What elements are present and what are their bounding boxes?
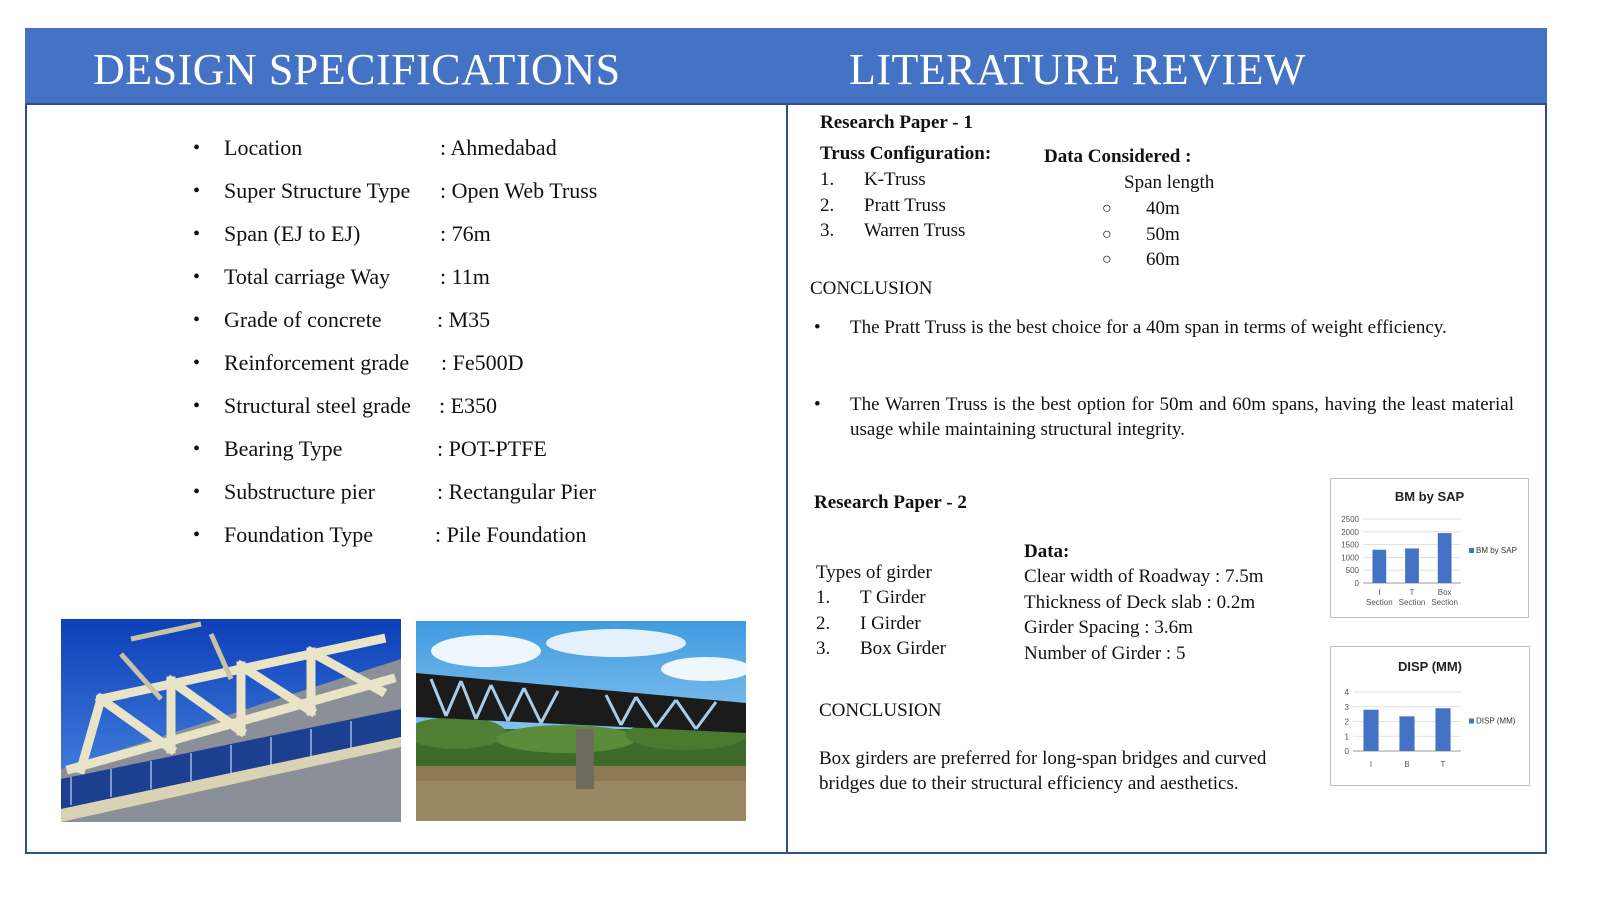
girder-data-item: Number of Girder : 5 [1024,642,1186,664]
bm-by-sap-chart [1330,478,1529,618]
legend-label: DISP (MM) [1476,716,1516,726]
girder-item-number: 1. [816,587,831,608]
spec-bullet: • [193,352,201,374]
spec-bullet: • [193,438,201,460]
truss-item-text: Pratt Truss [864,194,946,216]
spec-value: : Pile Foundation [435,522,587,547]
spec-label: Bearing Type [224,436,343,461]
header-bar [25,28,1547,105]
y-tick-label: 2000 [1341,527,1359,537]
bar [1399,716,1414,751]
girder-item-number: 3. [816,638,831,659]
bar [1435,708,1450,751]
girder-item-text: I Girder [860,612,921,634]
truss-item-number: 1. [820,169,835,190]
span-value: 60m [1146,249,1180,270]
conclusion-2-text: Box girders are preferred for long-span bridges and curved bridges due to their structural efficiency and aesthetics. [819,748,1267,794]
y-tick-label: 1000 [1341,553,1359,563]
x-tick-label: B [1404,760,1410,769]
spec-value: : 76m [440,221,491,246]
spec-bullet: • [193,524,201,546]
x-tick-label: Section [1431,598,1459,607]
spec-label: Substructure pier [224,479,375,504]
spec-item [193,171,753,214]
y-tick-label: 4 [1344,688,1349,697]
spec-bullet: • [193,266,201,288]
girder-data-item: Clear width of Roadway : 7.5m [1024,566,1264,587]
girder-item-number: 2. [816,612,831,634]
spec-bullet: • [193,395,201,417]
spec-item [193,386,753,429]
spec-item [193,300,753,343]
spec-value: : Rectangular Pier [437,479,596,504]
x-tick-label: T [1409,588,1415,597]
conclusion-1-heading: CONCLUSION [810,278,933,299]
disp-chart [1330,646,1530,786]
truss-bridge-photo [61,619,401,822]
spec-bullet: • [193,137,201,159]
spec-item [193,429,753,472]
girder-item-text: Box Girder [860,638,947,659]
girder-data-item: Girder Spacing : 3.6m [1024,617,1193,638]
spec-value: : POT-PTFE [437,436,547,461]
y-tick-label: 2 [1344,717,1349,727]
research-paper-1-title: Research Paper - 1 [820,112,973,133]
spec-value: : 11m [440,264,490,289]
spec-value: : M35 [437,307,491,332]
x-tick-label: I [1378,588,1381,597]
spec-item [193,515,753,558]
spec-list [193,128,753,558]
spec-item [193,214,753,257]
disp-chart-title: DISP (MM) [1397,659,1463,674]
spec-bullet: • [193,180,201,202]
literature-review-title: LITERATURE REVIEW [849,45,1306,94]
spec-item [193,472,753,515]
spec-item [193,257,753,300]
spec-item [193,128,753,171]
span-bullet: ○ [1102,251,1112,268]
design-specifications-title: DESIGN SPECIFICATIONS [93,45,621,94]
spec-value: : E350 [439,393,498,418]
y-tick-label: 1500 [1341,540,1359,550]
spec-label: Location [224,135,303,160]
conclusion-1-bullet-1: • [814,317,821,338]
truss-item-number: 2. [820,194,835,216]
conclusion-1-text-2: The Warren Truss is the best option for 50m and 60m spans, having the least material usage while maintaining structural integrity. [850,394,1514,440]
x-tick-label: Section [1365,598,1393,607]
spec-label: Span (EJ to EJ) [224,221,361,246]
x-tick-label: Box [1437,588,1452,597]
spec-item [193,343,753,386]
river-bridge-photo [416,621,746,821]
truss-item-number: 3. [820,220,835,241]
legend-label: BM by SAP [1476,546,1517,555]
bar [1372,550,1386,583]
y-tick-label: 1 [1344,732,1349,742]
spec-bullet: • [193,309,201,331]
conclusion-1-bullet-2: • [814,394,821,415]
y-tick-label: 2500 [1341,515,1359,524]
truss-configuration-heading: Truss Configuration: [820,143,992,164]
spec-bullet: • [193,223,201,245]
conclusion-2-heading: CONCLUSION [819,700,942,721]
bar [1405,548,1419,583]
column-divider [786,105,788,854]
truss-item-text: Warren Truss [864,220,966,241]
spec-value: : Open Web Truss [440,178,598,203]
data-considered-heading: Data Considered : [1044,146,1192,167]
spec-label: Total carriage Way [224,264,391,289]
y-tick-label: 0 [1354,579,1359,588]
x-tick-label: I [1369,760,1373,769]
girder-item-text: T Girder [860,587,926,608]
data-heading: Data: [1024,541,1070,562]
x-tick-label: T [1440,760,1446,769]
y-tick-label: 500 [1345,566,1359,576]
spec-label: Structural steel grade [224,393,411,418]
spec-label: Grade of concrete [224,307,382,332]
legend-swatch [1469,548,1474,553]
y-tick-label: 0 [1344,747,1349,756]
spec-label: Reinforcement grade [224,350,410,375]
bar [1438,533,1452,583]
span-length-label: Span length [1124,172,1215,193]
spec-value: : Ahmedabad [440,135,557,160]
conclusion-1-text-1: The Pratt Truss is the best choice for a 40m span in terms of weight efficiency. [850,317,1447,338]
bar [1363,710,1378,751]
span-value: 50m [1146,223,1180,245]
bm-chart-title: BM by SAP [1394,489,1465,504]
research-paper-2-title: Research Paper - 2 [814,492,967,513]
spec-label: Foundation Type [224,522,373,547]
legend-swatch [1469,719,1474,724]
span-bullet: ○ [1102,225,1112,243]
span-bullet: ○ [1102,200,1112,217]
span-value: 40m [1146,198,1180,219]
spec-value: : Fe500D [441,350,524,375]
types-of-girder-heading: Types of girder [816,562,932,583]
y-tick-label: 3 [1344,702,1349,712]
girder-data-item: Thickness of Deck slab : 0.2m [1024,591,1256,613]
truss-item-text: K-Truss [864,169,926,190]
spec-bullet: • [193,481,201,503]
x-tick-label: Section [1398,598,1426,607]
spec-label: Super Structure Type [224,178,411,203]
